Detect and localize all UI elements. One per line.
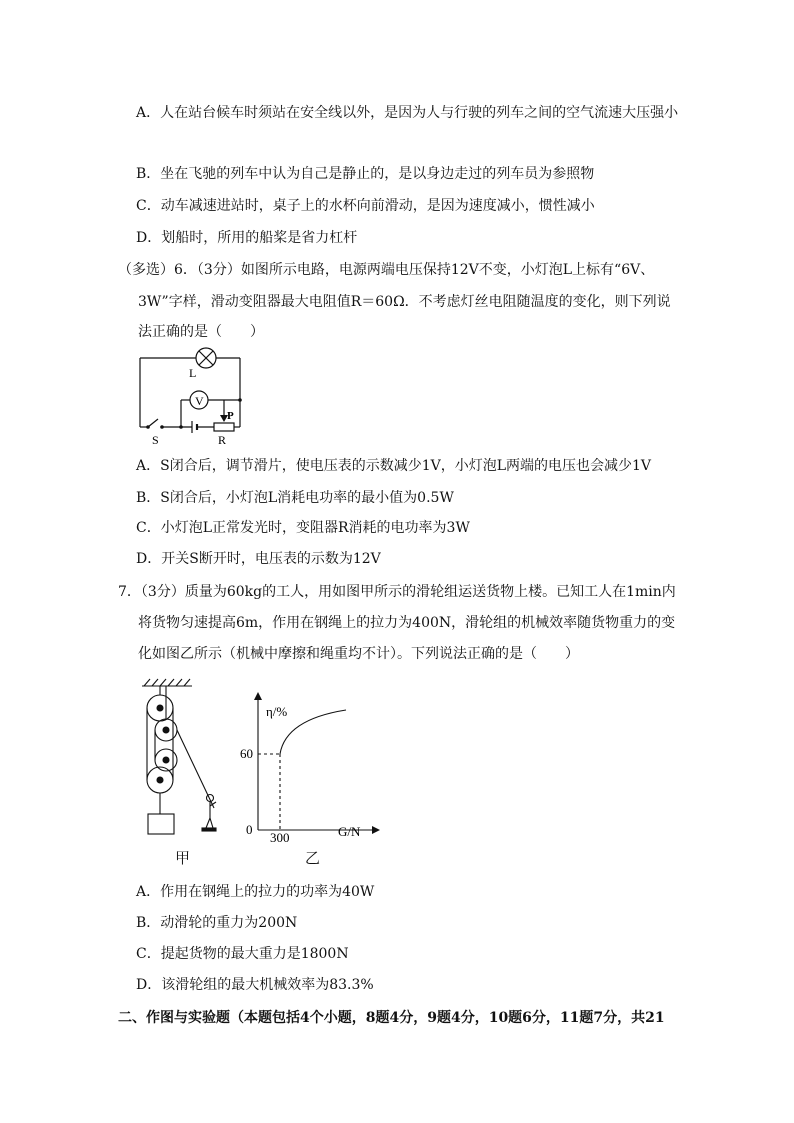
voltmeter-label: V	[195, 394, 204, 408]
resistor-label: R	[218, 433, 227, 447]
slider-label: P	[227, 410, 234, 422]
y-axis-label: η/%	[266, 704, 288, 719]
x-tick-label: 300	[270, 830, 290, 845]
q6-option-c: C．小灯泡L正常发光时，变阻器R消耗的电功率为3W	[136, 520, 470, 536]
efficiency-curve	[280, 710, 346, 754]
q6-stem-line3: 法正确的是（ ）	[138, 324, 264, 340]
origin-label: 0	[246, 822, 253, 837]
lamp-label: L	[189, 366, 197, 380]
q6-circuit-diagram	[136, 343, 248, 449]
q6-stem-line1: （多选）6．（3分）如图所示电路，电源两端电压保持12V不变，小灯泡L上标有“6V、	[118, 262, 655, 278]
q7-figure-right-caption: 乙	[305, 849, 321, 867]
q5-option-d: D．划船时，所用的船桨是省力杠杆	[136, 230, 358, 246]
q7-option-d: D．该滑轮组的最大机械效率为83.3%	[136, 977, 374, 993]
q5-option-b: B．坐在飞驰的列车中认为自己是静止的，是以身边走过的列车员为参照物	[136, 166, 595, 182]
lamp-symbol	[196, 348, 216, 368]
resistor-symbol	[214, 423, 234, 431]
q7-figure-left-caption: 甲	[175, 849, 191, 867]
switch-symbol	[148, 419, 158, 427]
q6-stem-line2: 3W”字样，滑动变阻器最大电阻值R＝60Ω．不考虑灯丝电阻随温度的变化，则下列说	[138, 294, 671, 310]
q7-stem-line2: 将货物匀速提高6m，作用在钢绳上的拉力为400N，滑轮组的机械效率随货物重力的变	[138, 615, 676, 631]
q6-option-d: D．开关S断开时，电压表的示数为12V	[136, 551, 381, 567]
q7-option-a: A．作用在钢绳上的拉力的功率为40W	[136, 884, 375, 900]
section2-heading: 二、作图与实验题（本题包括4个小题，8题4分，9题4分，10题6分，11题7分，共21	[118, 1010, 665, 1026]
q7-option-b: B．动滑轮的重力为200N	[136, 915, 298, 931]
q5-option-a: A．人在站台候车时须站在安全线以外，是因为人与行驶的列车之间的空气流速大压强小	[136, 105, 679, 121]
q7-pulley-figure	[138, 676, 228, 866]
q7-efficiency-graph	[236, 690, 386, 850]
q5-option-c: C．动车减速进站时，桌子上的水杯向前滑动，是因为速度减小，惯性减小	[136, 198, 595, 214]
q6-option-a: A．S闭合后，调节滑片，使电压表的示数减少1V，小灯泡L两端的电压也会减少1V	[136, 458, 652, 474]
q6-option-b: B．S闭合后，小灯泡L消耗电功率的最小值为0.5W	[136, 490, 454, 506]
y-tick-label: 60	[240, 746, 253, 761]
q7-stem-line1: 7．（3分）质量为60kg的工人，用如图甲所示的滑轮组运送货物上楼。已知工人在1min内	[118, 584, 676, 600]
switch-label: S	[152, 433, 159, 447]
q7-stem-line3: 化如图乙所示（机械中摩擦和绳重均不计）。下列说法正确的是（ ）	[138, 646, 579, 662]
x-axis-label: G/N	[338, 824, 361, 839]
q7-option-c: C．提起货物的最大重力是1800N	[136, 946, 349, 962]
